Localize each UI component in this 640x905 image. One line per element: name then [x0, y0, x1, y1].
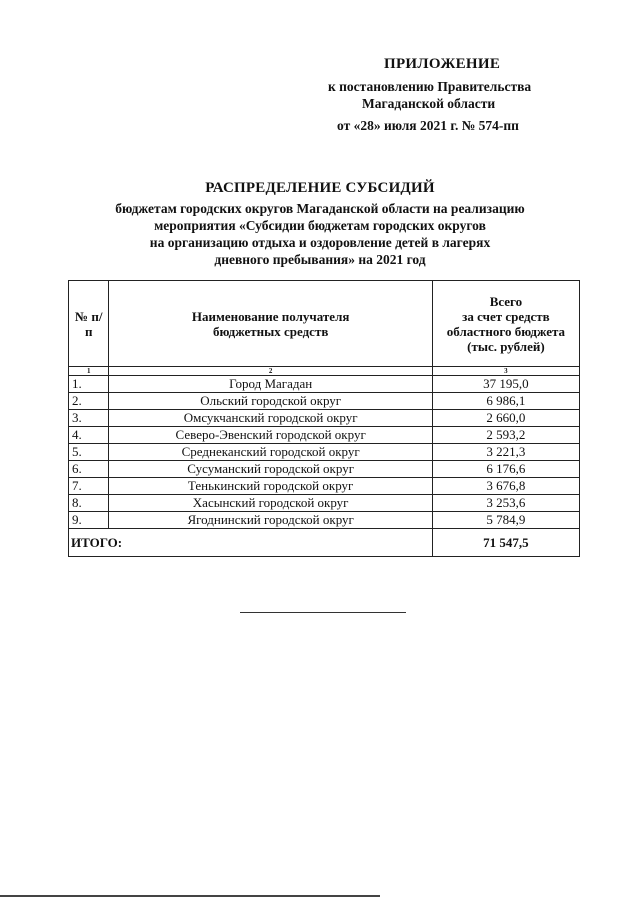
- subsidy-amount: 2 660,0: [432, 410, 579, 427]
- subsidy-amount: 6 176,6: [432, 461, 579, 478]
- recipient-name: Ольский городской округ: [109, 393, 432, 410]
- recipient-name: Северо-Эвенский городской округ: [109, 427, 432, 444]
- row-number: 7.: [69, 478, 109, 495]
- document-subtitle-line-2: мероприятия «Субсидии бюджетам городских округов: [154, 218, 486, 233]
- table-row: [69, 376, 580, 393]
- table-row: [69, 495, 580, 512]
- row-number: 6.: [69, 461, 109, 478]
- recipient-name: Ягоднинский городской округ: [109, 512, 432, 529]
- subsidy-amount: 3 676,8: [432, 478, 579, 495]
- row-number: 8.: [69, 495, 109, 512]
- subsidy-amount: 2 593,2: [432, 427, 579, 444]
- total-row: [69, 529, 580, 557]
- row-number: 9.: [69, 512, 109, 529]
- subsidy-amount: 3 221,3: [432, 444, 579, 461]
- row-number: 5.: [69, 444, 109, 461]
- subsidy-distribution-table: [68, 280, 580, 557]
- subsidy-amount: 5 784,9: [432, 512, 579, 529]
- recipient-name: Хасынский городской округ: [109, 495, 432, 512]
- subsidy-amount: 37 195,0: [432, 376, 579, 393]
- header-recipient-line-2: бюджетных средств: [212, 323, 329, 339]
- table-row: [69, 461, 580, 478]
- header-amount-line-4: (тыс. рублей): [467, 338, 545, 354]
- header-recipient-line-1: Наименование получателя: [191, 308, 350, 324]
- recipient-name: Омсукчанский городской округ: [109, 410, 432, 427]
- header-amount: [432, 281, 579, 367]
- document-subtitle-line-3: на организацию отдыха и оздоровление детей в лагерях: [149, 235, 491, 250]
- table-row: [69, 444, 580, 461]
- row-number: 3.: [69, 410, 109, 427]
- header-amount-line-2: за счет средств: [462, 308, 550, 324]
- header-amount-line-1: Всего: [489, 293, 523, 309]
- row-number: 1.: [69, 376, 109, 393]
- document-title: РАСПРЕДЕЛЕНИЕ СУБСИДИЙ: [205, 180, 435, 196]
- total-label: ИТОГО:: [69, 529, 433, 557]
- column-index: 1: [69, 367, 109, 376]
- table-row: [69, 393, 580, 410]
- column-index: 2: [109, 367, 432, 376]
- subsidy-amount: 3 253,6: [432, 495, 579, 512]
- appendix-heading: ПРИЛОЖЕНИЕ: [384, 56, 501, 72]
- table-row: [69, 427, 580, 444]
- signature-divider: [240, 612, 406, 613]
- scan-edge-line: [0, 895, 380, 897]
- total-amount: 71 547,5: [432, 529, 579, 557]
- recipient-name: Сусуманский городской округ: [109, 461, 432, 478]
- table-header-row: [69, 281, 580, 367]
- row-number: 2.: [69, 393, 109, 410]
- header-amount-line-3: областного бюджета: [446, 323, 566, 339]
- document-subtitle-line-4: дневного пребывания» на 2021 год: [214, 252, 426, 267]
- recipient-name: Город Магадан: [109, 376, 432, 393]
- appendix-region-line: Магаданской области: [362, 96, 496, 111]
- document-subtitle-line-1: бюджетам городских округов Магаданской области на реализацию: [115, 201, 525, 216]
- recipient-name: Тенькинский городской округ: [109, 478, 432, 495]
- table-row: [69, 410, 580, 427]
- table-row: [69, 512, 580, 529]
- table-row: [69, 478, 580, 495]
- appendix-decree-line: к постановлению Правительства: [328, 79, 532, 94]
- header-recipient: [109, 281, 432, 367]
- column-index-row: [69, 367, 580, 376]
- header-number: № п/п: [69, 281, 109, 367]
- column-index: 3: [432, 367, 579, 376]
- row-number: 4.: [69, 427, 109, 444]
- recipient-name: Среднеканский городской округ: [109, 444, 432, 461]
- subsidy-amount: 6 986,1: [432, 393, 579, 410]
- appendix-date-line: от «28» июля 2021 г. № 574-пп: [337, 118, 519, 133]
